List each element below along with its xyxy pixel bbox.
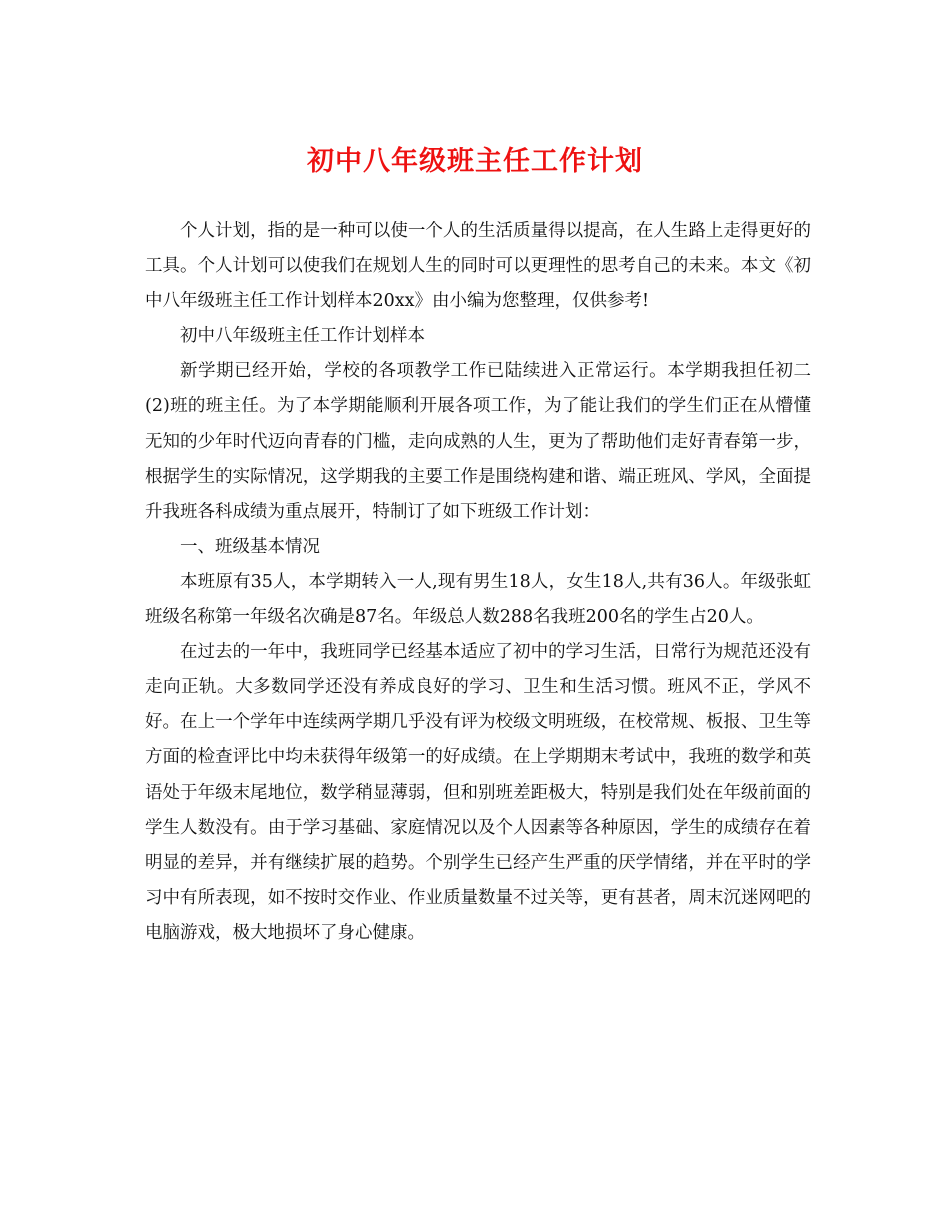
paragraph-past-year: 在过去的一年中，我班同学已经基本适应了初中的学习生活，日常行为规范还没有走向正轨。大多数同学还没有养成良好的学习、卫生和生活习惯。班风不正，学风不好。在上一个学年中连续两学期几乎没有评为校级文明班级，在校常规、板报、卫生等方面的检查评比中均未获得年级第一的好成绩。在上学期期末考试中，我班的数学和英语处于年级末尾地位，数学稍显薄弱，但和别班差距极大，特别是我们处在年级前面的学生人数没有。由于学习基础、家庭情况以及个人因素等各种原因，学生的成绩存在着明显的差异，并有继续扩展的趋势。个别学生已经产生严重的厌学情绪，并在平时的学习中有所表现，如不按时交作业、作业质量数量不过关等，更有甚者，周末沉迷网吧的电脑游戏，极大地损坏了身心健康。 xyxy=(145,642,811,943)
paragraph-semester-start: 新学期已经开始，学校的各项教学工作已陆续进入正常运行。本学期我担任初二(2)班的班主任。为了本学期能顺利开展各项工作，为了能让我们的学生们正在从懵懂无知的少年时代迈向青春的门槛，走向成熟的人生，更为了帮助他们走好青春第一步，根据学生的实际情况，这学期我的主要工作是围绕构建和谐、端正班风、学风，全面提升我班各科成绩为重点展开，特制订了如下班级工作计划： xyxy=(145,361,811,522)
paragraph-class-stats: 本班原有35人，本学期转入一人,现有男生18人，女生18人,共有36人。年级张虹班级名称第一年级名次确是87名。年级总人数288名我班200名的学生占20人。 xyxy=(145,571,811,628)
paragraph-sample-heading: 初中八年级班主任工作计划样本 xyxy=(180,326,425,347)
section-heading-class-basics: 一、班级基本情况 xyxy=(180,536,320,557)
document-title: 初中八年级班主任工作计划 xyxy=(307,146,643,177)
paragraph-intro: 个人计划，指的是一种可以使一个人的生活质量得以提高，在人生路上走得更好的工具。个人计划可以使我们在规划人生的同时可以更理性的思考自己的未来。本文《初中八年级班主任工作计划样本20xx》由小编为您整理，仅供参考! xyxy=(145,221,811,312)
document-body xyxy=(145,214,811,951)
